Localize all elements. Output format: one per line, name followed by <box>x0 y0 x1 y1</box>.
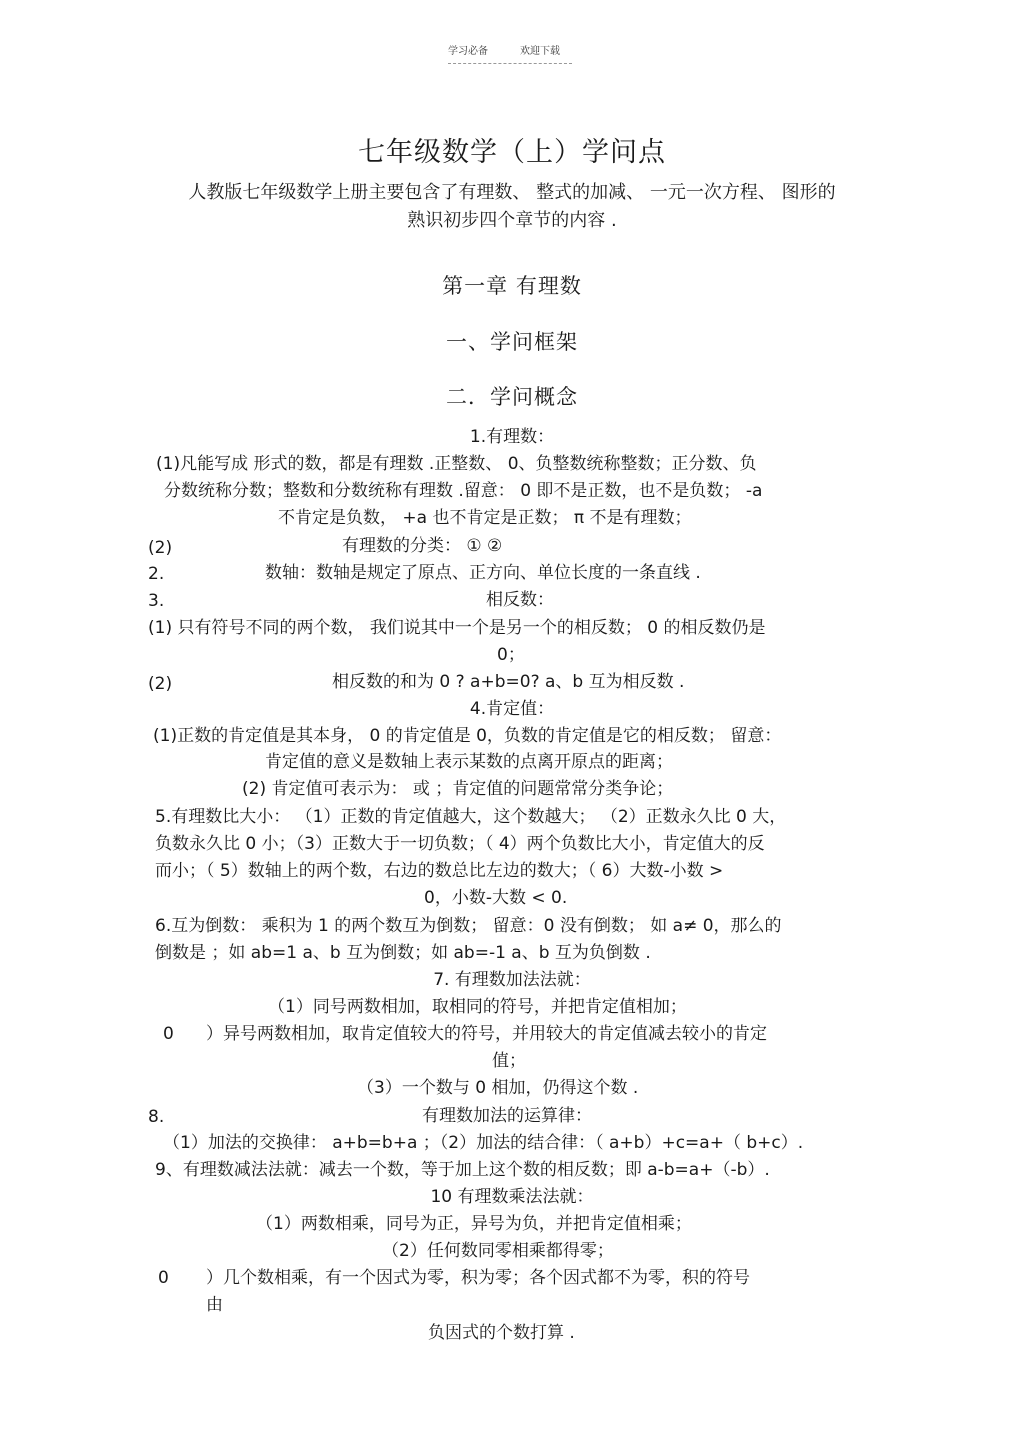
intro-line-1: 人教版七年级数学上册主要包含了有理数、 整式的加减、 一元一次方程、 图形的 <box>188 182 836 203</box>
item-label: 8. <box>148 1107 165 1127</box>
item-label: (2) <box>148 674 173 694</box>
text-line: 5.有理数比大小： （1）正数的肯定值越大，这个数越大； （2）正数永久比 0 大， <box>155 807 787 827</box>
section-heading-concepts: 二．学问概念 <box>446 385 578 409</box>
item-label: 3. <box>148 591 165 611</box>
item-label: 0 <box>163 1024 174 1044</box>
text-line: （1）同号两数相加，取相同的符号，并把肯定值相加； <box>268 997 687 1017</box>
item-label: (2) <box>148 538 173 558</box>
text-line: (1)正数的肯定值是其本身， 0 的肯定值是 0，负数的肯定值是它的相反数； 留意： <box>153 726 782 746</box>
item-8-heading: 有理数加法的运算律： <box>422 1106 592 1126</box>
text-line: 分数统称分数；整数和分数统称有理数 .留意： 0 即不是正数，也不是负数； -a <box>164 481 763 501</box>
item-1-heading: 1.有理数： <box>469 427 555 447</box>
text-line: ）异号两数相加，取肯定值较大的符号，并用较大的肯定值减去较小的肯定 <box>206 1024 767 1044</box>
item-10-heading: 10 有理数乘法法就： <box>430 1187 594 1207</box>
text-line: 值； <box>492 1051 526 1071</box>
text-line: 0； <box>497 645 525 665</box>
text-line: 肯定值的意义是数轴上表示某数的点离开原点的距离； <box>265 752 673 772</box>
page-header <box>448 42 572 64</box>
text-line: （2）任何数同零相乘都得零； <box>382 1241 614 1261</box>
text-line: （3）一个数与 0 相加，仍得这个数 . <box>357 1078 639 1098</box>
item-7-heading: 7. 有理数加法法就： <box>433 970 591 990</box>
text-line: (1) 只有符号不同的两个数， 我们说其中一个是另一个的相反数； 0 的相反数仍是 <box>148 618 766 638</box>
item-label: 0 <box>158 1268 169 1288</box>
item-4-heading: 4.肯定值： <box>469 699 555 719</box>
text-line: 0，小数-大数 < 0. <box>424 888 568 908</box>
text-line: 倒数是 ；如 ab=1 a、b 互为倒数；如 ab=-1 a、b 互为负倒数 . <box>155 943 651 963</box>
text-line: 相反数的和为 0 ? a+b=0? a、b 互为相反数 . <box>332 672 685 692</box>
page-title: 七年级数学（上）学问点 <box>358 137 666 168</box>
header-left: 学习必备 <box>448 46 488 57</box>
text-line: （1）加法的交换律： a+b=b+a ；（2）加法的结合律：（ a+b）+c=a+（ b+c）. <box>163 1133 804 1153</box>
intro-line-2: 熟识初步四个章节的内容 . <box>407 210 617 231</box>
text-line: 不肯定是负数， +a 也不肯定是正数； π 不是有理数； <box>278 508 692 528</box>
text-line: 而小；（ 5）数轴上的两个数，右边的数总比左边的数大；（ 6）大数-小数 > <box>155 861 724 881</box>
text-line: 由 <box>206 1295 223 1315</box>
text-line: ）几个数相乘，有一个因式为零，积为零；各个因式都不为零，积的符号 <box>206 1268 750 1288</box>
header-right: 欢迎下载 <box>520 46 560 57</box>
text-line: 有理数的分类： ① ② <box>342 536 503 556</box>
text-line: 负因式的个数打算 . <box>428 1323 575 1343</box>
text-line: (2) 肯定值可表示为： 或 ；肯定值的问题常常分类争论； <box>242 779 674 799</box>
text-line: (1)凡能写成 形式的数，都是有理数 .正整数、 0、负整数统称整数；正分数、负 <box>156 454 757 474</box>
section-heading-framework: 一、学问框架 <box>446 330 578 354</box>
text-line: 负数永久比 0 小；（3）正数大于一切负数；（ 4）两个负数比大小，肯定值大的反 <box>155 834 765 854</box>
text-line: 数轴：数轴是规定了原点、正方向、单位长度的一条直线 . <box>265 563 701 583</box>
chapter-heading: 第一章 有理数 <box>442 274 582 298</box>
text-line: 9、有理数减法法就：减去一个数，等于加上这个数的相反数；即 a-b=a+（-b）. <box>155 1160 770 1180</box>
item-3-heading: 相反数： <box>486 590 554 610</box>
text-line: 6.互为倒数： 乘积为 1 的两个数互为倒数； 留意：0 没有倒数； 如 a≠ 0，那么的 <box>155 916 782 936</box>
text-line: （1）两数相乘，同号为正，异号为负，并把肯定值相乘； <box>256 1214 692 1234</box>
item-label: 2. <box>148 564 165 584</box>
